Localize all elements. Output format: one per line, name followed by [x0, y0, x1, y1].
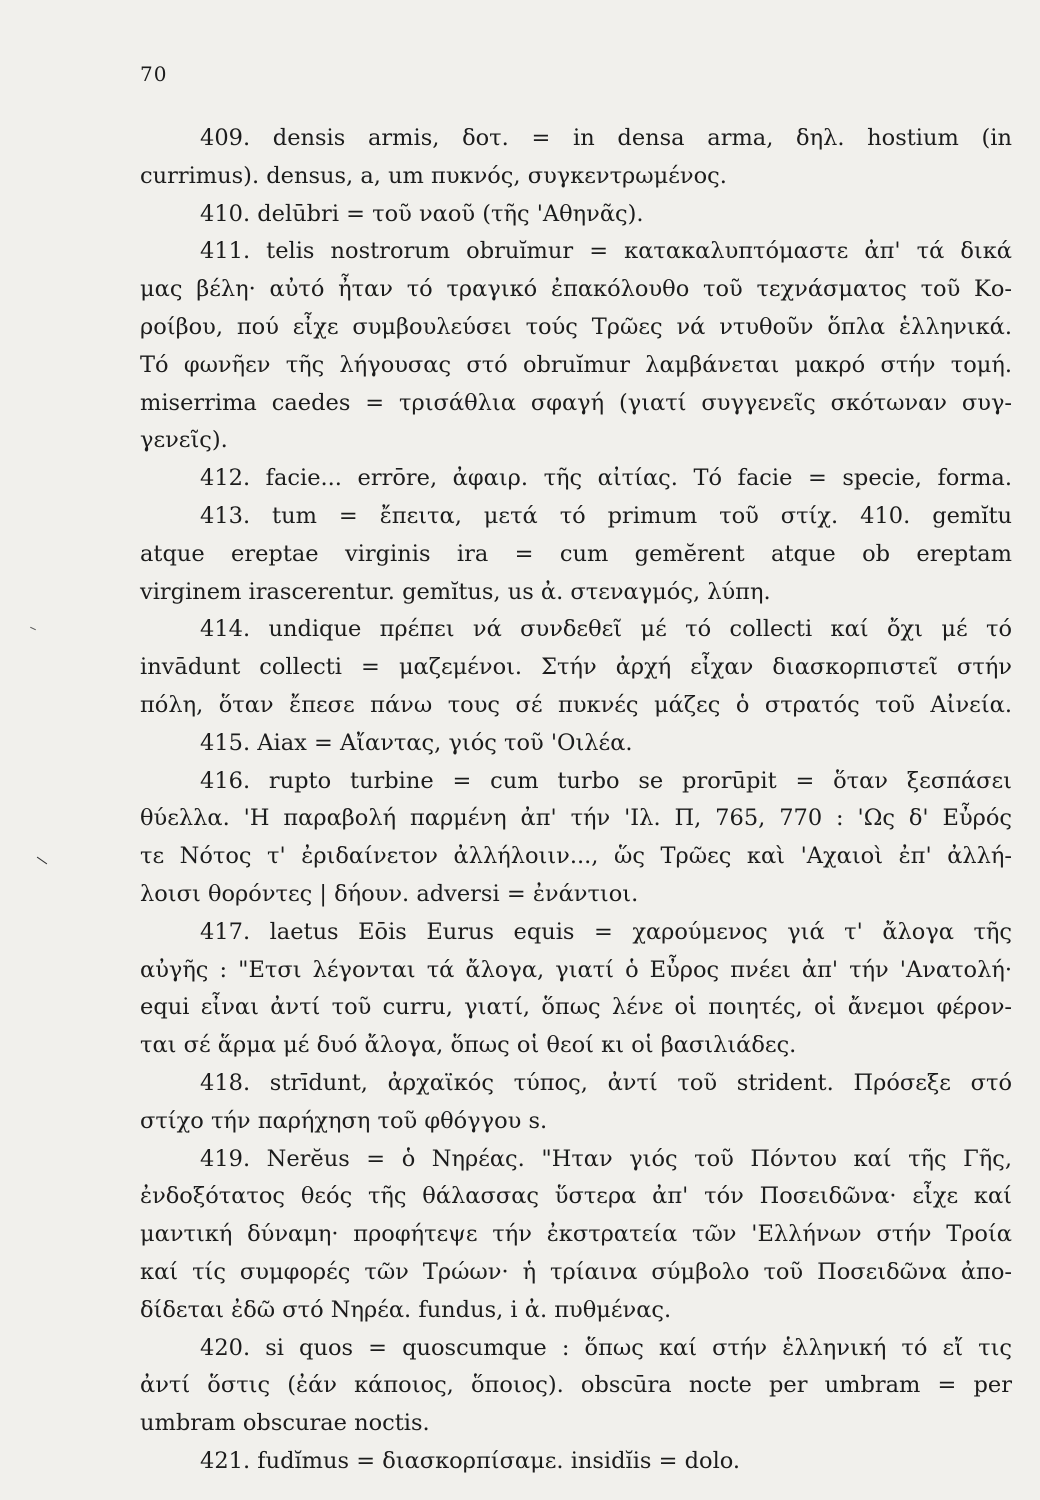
text-line: 416. rupto turbine = cum turbo se prorūpit = ὅταν ξεσπάσει: [200, 767, 1012, 794]
text-line: Τό φωνῆεν τῆς λήγουσας στό obruĭmur λαμβάνεται μακρό στήν τομή.: [140, 351, 1012, 378]
text-line: 417. laetus Eōis Eurus equis = χαρούμενος γιά τ' ἄλογα τῆς: [200, 918, 1012, 945]
text-line: πόλη, ὅταν ἔπεσε πάνω τους σέ πυκνές μάζες ὁ στρατός τοῦ Αἰνεία.: [140, 691, 1012, 718]
text-line: invādunt collecti = μαζεμένοι. Στήν ἀρχή εἶχαν διασκορπιστεῖ στήν: [140, 654, 1012, 681]
text-line: 419. Nerĕus = ὁ Νηρέας. "Ηταν γιός τοῦ Πόντου καί τῆς Γῆς,: [200, 1145, 1012, 1172]
text-line: θύελλα. 'Η παραβολή παρμένη ἀπ' τήν 'Ιλ. Π, 765, 770 : 'Ως δ' Εὖρός: [140, 805, 1012, 832]
text-line: virginem irascerentur. gemĭtus, us ἀ. στεναγμός, λύπη.: [140, 578, 771, 605]
text-line: ἐνδοξότατος θεός τῆς θάλασσας ὕστερα ἀπ' τόν Ποσειδῶνα· εἶχε καί: [140, 1183, 1012, 1210]
margin-tick: [37, 857, 47, 865]
text-line: αὐγῆς : "Ετσι λέγονται τά ἄλογα, γιατί ὁ Εὖρος πνέει ἀπ' τήν 'Ανατολή·: [140, 956, 1012, 983]
text-line: μας βέλη· αὐτό ἦταν τό τραγικό ἐπακόλουθο τοῦ τεχνάσματος τοῦ Κο-: [140, 276, 1012, 303]
text-line: μαντική δύναμη· προφήτεψε τήν ἐκστρατεία τῶν 'Ελλήνων στήν Τροία: [140, 1221, 1012, 1248]
text-line: 411. telis nostrorum obruĭmur = κατακαλυπτόμαστε ἀπ' τά δικά: [200, 238, 1012, 265]
text-line: ἀντί ὅστις (ἐάν κάποιος, ὅποιος). obscūra nocte per umbram = per: [140, 1372, 1012, 1399]
text-line: λοισι θορόντες | δήουν. adversi = ἐνάντιοι.: [140, 880, 639, 907]
text-line: 420. si quos = quoscumque : ὅπως καί στήν ἑλληνική τό εἴ τις: [200, 1334, 1012, 1361]
text-line: τε Νότος τ' ἐριδαίνετον ἀλλήλοιιν..., ὥς Τρῶες καὶ 'Αχαιοὶ ἐπ' ἀλλή-: [140, 843, 1012, 870]
margin-tick: [30, 627, 36, 630]
text-line: καί τίς συμφορές τῶν Τρώων· ἡ τρίαινα σύμβολο τοῦ Ποσειδῶνα ἀπο-: [140, 1258, 1012, 1285]
text-line: γενεῖς).: [140, 427, 228, 454]
text-line: atque ereptae virginis ira = cum gemĕrent atque ob ereptam: [140, 540, 1012, 567]
text-line: ται σέ ἅρμα μέ δυό ἄλογα, ὅπως οἱ θεοί κι οἱ βασιλιάδες.: [140, 1032, 797, 1059]
text-line: ροίβου, πού εἶχε συμβουλεύσει τούς Τρῶες νά ντυθοῦν ὅπλα ἑλληνικά.: [140, 313, 1012, 340]
text-line: δίδεται ἐδῶ στό Νηρέα. fundus, i ἀ. πυθμένας.: [140, 1296, 672, 1323]
text-line: 412. facie... errōre, ἀφαιρ. τῆς αἰτίας. Τό facie = specie, forma.: [200, 465, 1012, 492]
text-line: miserrima caedes = τρισάθλια σφαγή (γιατί συγγενεῖς σκότωναν συγ-: [140, 389, 1012, 416]
text-line: 415. Aiax = Αἴαντας, γιός τοῦ 'Οιλέα.: [200, 729, 633, 756]
page-number: 70: [140, 62, 168, 86]
text-line: 413. tum = ἔπειτα, μετά τό primum τοῦ στίχ. 410. gemĭtu: [200, 502, 1012, 529]
text-line: 409. densis armis, δοτ. = in densa arma, δηλ. hostium (in: [200, 125, 1012, 151]
text-line: equi εἶναι ἀντί τοῦ curru, γιατί, ὅπως λένε οἱ ποιητές, οἱ ἄνεμοι φέρον-: [140, 994, 1012, 1021]
text-line: 410. delūbri = τοῦ ναοῦ (τῆς 'Αθηνᾶς).: [200, 200, 644, 227]
commentary-text: [140, 120, 1012, 1481]
text-line: στίχο τήν παρήχηση τοῦ φθόγγου s.: [140, 1107, 548, 1134]
text-line: 414. undique πρέπει νά συνδεθεῖ μέ τό collecti καί ὄχι μέ τό: [200, 616, 1012, 643]
text-line: 418. strīdunt, ἀρχαϊκός τύπος, ἀντί τοῦ strident. Πρόσεξε στό: [200, 1069, 1012, 1096]
text-line: 421. fudĭmus = διασκορπίσαμε. insidĭis = dolo.: [200, 1447, 741, 1474]
text-line: umbram obscurae noctis.: [140, 1410, 430, 1437]
text-line: currimus). densus, a, um πυκνός, συγκεντρωμένος.: [140, 162, 727, 189]
